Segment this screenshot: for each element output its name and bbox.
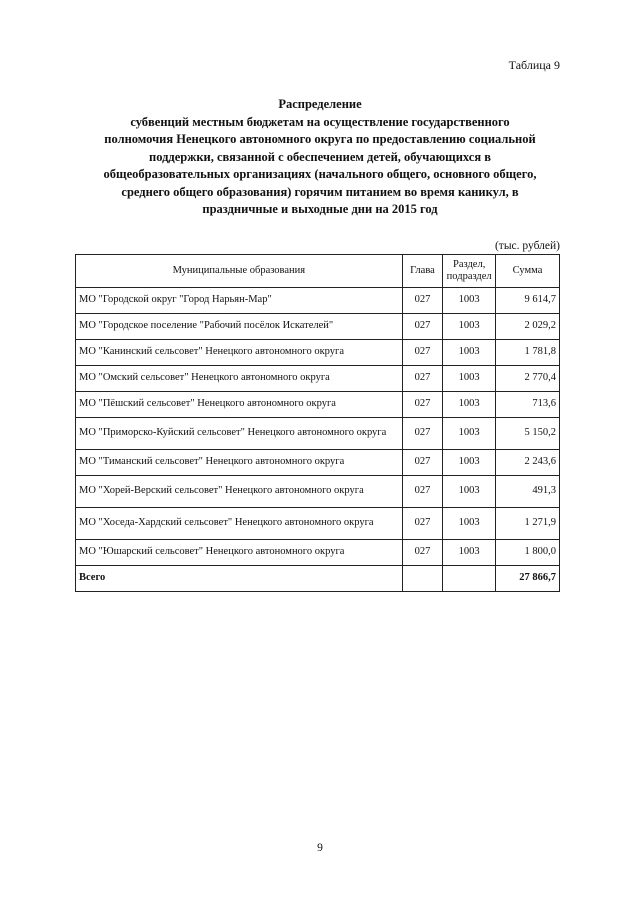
table-row — [76, 366, 560, 392]
heading-line: общеобразовательных организациях (начального общего, основного общего, — [103, 167, 537, 181]
cell-razdel: 1003 — [443, 476, 496, 508]
document-heading — [60, 96, 580, 219]
heading-line: праздничные и выходные дни на 2015 год — [202, 202, 438, 216]
header-municipality: Муниципальные образования — [76, 255, 403, 288]
cell-razdel: 1003 — [443, 540, 496, 566]
units-label: (тыс. рублей) — [494, 240, 560, 252]
cell-municipality: МО "Омский сельсовет" Ненецкого автономного округа — [76, 366, 403, 392]
cell-summa: 1 271,9 — [496, 508, 560, 540]
table-row — [76, 314, 560, 340]
table-row — [76, 508, 560, 540]
table-row — [76, 340, 560, 366]
heading-line: полномочия Ненецкого автономного округа по предоставлению социальной — [104, 132, 536, 146]
cell-municipality: МО "Приморско-Куйский сельсовет" Ненецкого автономного округа — [76, 418, 403, 450]
cell-municipality: МО "Хорей-Верский сельсовет" Ненецкого автономного округа — [76, 476, 403, 508]
table-header-row — [76, 255, 560, 288]
cell-summa: 2 243,6 — [496, 450, 560, 476]
cell-glava: 027 — [402, 508, 443, 540]
header-glava: Глава — [402, 255, 443, 288]
cell-summa: 2 029,2 — [496, 314, 560, 340]
cell-municipality: МО "Городской округ "Город Нарьян-Мар" — [76, 288, 403, 314]
cell-municipality: МО "Тиманский сельсовет" Ненецкого автономного округа — [76, 450, 403, 476]
cell-summa: 713,6 — [496, 392, 560, 418]
cell-municipality: МО "Городское поселение "Рабочий посёлок Искателей" — [76, 314, 403, 340]
cell-glava: 027 — [402, 288, 443, 314]
cell-razdel: 1003 — [443, 288, 496, 314]
table-row — [76, 392, 560, 418]
table-row — [76, 450, 560, 476]
heading-line: Распределение — [278, 97, 362, 111]
cell-glava-empty — [402, 566, 443, 592]
cell-summa: 2 770,4 — [496, 366, 560, 392]
page-number: 9 — [317, 842, 323, 854]
total-summa: 27 866,7 — [496, 566, 560, 592]
header-razdel: Раздел, подраздел — [443, 255, 496, 288]
cell-municipality: МО "Пёшский сельсовет" Ненецкого автономного округа — [76, 392, 403, 418]
cell-razdel: 1003 — [443, 314, 496, 340]
header-summa: Сумма — [496, 255, 560, 288]
heading-line: среднего общего образования) горячим питанием во время каникул, в — [121, 184, 519, 199]
cell-razdel: 1003 — [443, 418, 496, 450]
table-row — [76, 540, 560, 566]
cell-municipality: МО "Хоседа-Хардский сельсовет" Ненецкого автономного округа — [76, 508, 403, 540]
total-label: Всего — [76, 566, 403, 592]
table-row — [76, 288, 560, 314]
cell-summa: 1 781,8 — [496, 340, 560, 366]
table-number-label: Таблица 9 — [508, 58, 560, 72]
cell-municipality: МО "Канинский сельсовет" Ненецкого автономного округа — [76, 340, 403, 366]
table-row — [76, 418, 560, 450]
cell-razdel: 1003 — [443, 392, 496, 418]
total-row — [76, 566, 560, 592]
table-row — [76, 476, 560, 508]
cell-summa: 5 150,2 — [496, 418, 560, 450]
cell-glava: 027 — [402, 392, 443, 418]
cell-glava: 027 — [402, 314, 443, 340]
cell-razdel: 1003 — [443, 340, 496, 366]
cell-glava: 027 — [402, 450, 443, 476]
heading-line: поддержки, связанной с обеспечением детей, обучающихся в — [149, 149, 491, 164]
cell-glava: 027 — [402, 540, 443, 566]
cell-municipality: МО "Юшарский сельсовет" Ненецкого автономного округа — [76, 540, 403, 566]
cell-glava: 027 — [402, 418, 443, 450]
cell-glava: 027 — [402, 366, 443, 392]
cell-summa: 491,3 — [496, 476, 560, 508]
cell-razdel: 1003 — [443, 508, 496, 540]
cell-glava: 027 — [402, 476, 443, 508]
heading-line: субвенций местным бюджетам на осуществление государственного — [130, 114, 510, 129]
cell-summa: 1 800,0 — [496, 540, 560, 566]
cell-razdel-empty — [443, 566, 496, 592]
cell-razdel: 1003 — [443, 450, 496, 476]
cell-razdel: 1003 — [443, 366, 496, 392]
cell-glava: 027 — [402, 340, 443, 366]
cell-summa: 9 614,7 — [496, 288, 560, 314]
subsidy-table — [75, 254, 560, 592]
